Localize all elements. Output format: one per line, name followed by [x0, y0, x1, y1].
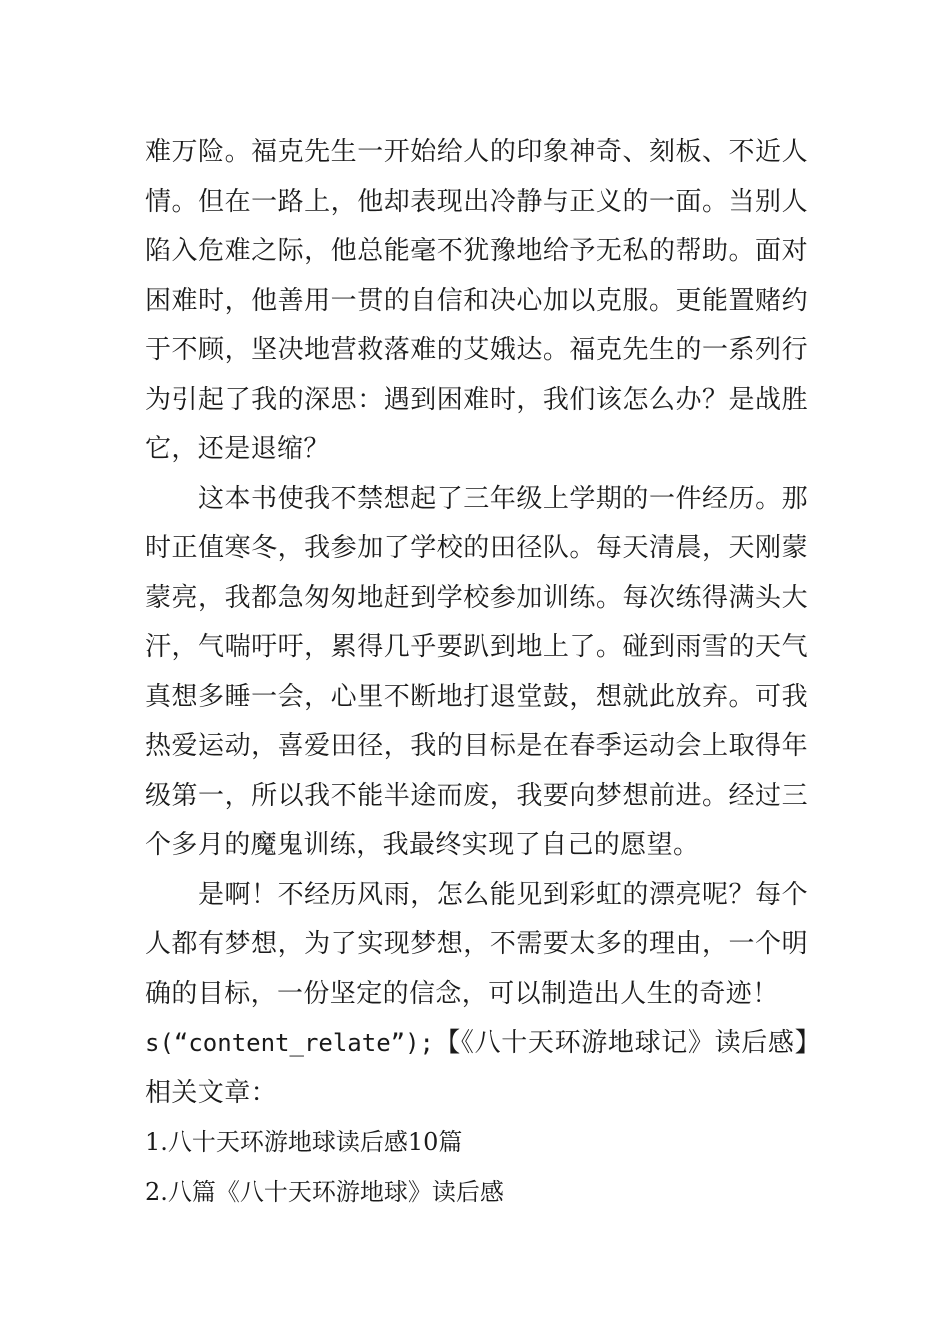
related-article-link-2[interactable]: 2.八篇《八十天环游地球》读后感	[145, 1177, 504, 1206]
related-article-item	[145, 1168, 808, 1218]
related-article-item	[145, 1118, 808, 1168]
related-article-link-1[interactable]: 1.八十天环游地球读后感10篇	[145, 1128, 463, 1156]
document-body	[145, 128, 808, 1217]
script-code-text: s(“content_relate”);	[145, 1029, 434, 1057]
paragraph-3: 是啊！不经历风雨，怎么能见到彩虹的漂亮呢？每个人都有梦想，为了实现梦想，不需要太多的理由，一个明确的目标，一份坚定的信念，可以制造出人生的奇迹！	[145, 879, 808, 1009]
paragraph-1: 难万险。福克先生一开始给人的印象神奇、刻板、不近人情。但在一路上，他却表现出冷静与正义的一面。当别人陷入危难之际，他总能毫不犹豫地给予无私的帮助。面对困难时，他善用一贯的自信和决心加以克服。更能置赌约于不顾，坚决地营救落难的艾娥达。福克先生的一系列行为引起了我的深思：遇到困难时，我们该怎么办？是战胜它，还是退缩？	[145, 137, 808, 464]
related-articles-title: 【《八十天环游地球记》读后感】相关文章：	[145, 1028, 808, 1108]
paragraph-2: 这本书使我不禁想起了三年级上学期的一件经历。那时正值寒冬，我参加了学校的田径队。每天清晨，天刚蒙蒙亮，我都急匆匆地赶到学校参加训练。每次练得满头大汗，气喘吁吁，累得几乎要趴到地上了。碰到雨雪的天气真想多睡一会，心里不断地打退堂鼓，想就此放弃。可我热爱运动，喜爱田径，我的目标是在春季运动会上取得年级第一，所以我不能半途而废，我要向梦想前进。经过三个多月的魔鬼训练，我最终实现了自己的愿望。	[145, 483, 808, 860]
related-section-heading	[145, 1019, 808, 1118]
related-articles-list	[145, 1118, 808, 1217]
